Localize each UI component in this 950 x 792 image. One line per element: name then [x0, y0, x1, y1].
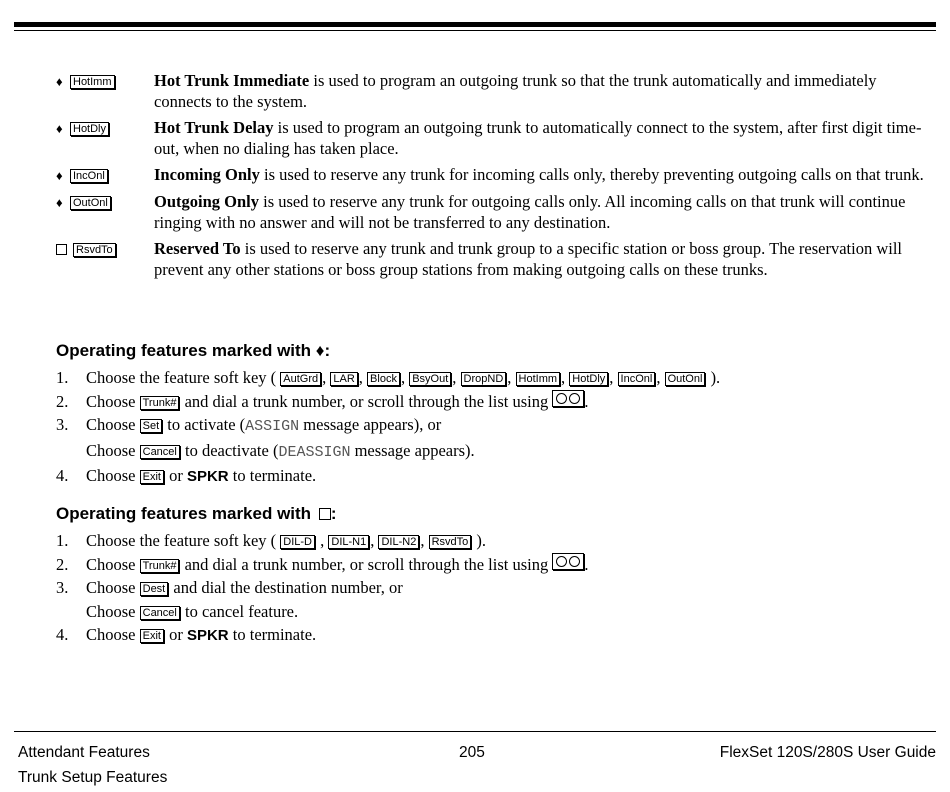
section-diamond-features	[56, 340, 936, 489]
step-text: Choose the feature soft key (	[86, 531, 277, 550]
definition-inconl	[56, 164, 928, 186]
diamond-bullet: ♦	[56, 74, 63, 89]
term: Hot Trunk Immediate	[154, 71, 310, 90]
softkey-cancel: Cancel	[140, 606, 180, 620]
step-text: and dial a trunk number, or scroll through the list using	[184, 554, 549, 574]
description: is used to reserve any trunk for incoming calls only, thereby preventing outgoing calls on that trunk.	[259, 165, 924, 184]
step-text: Choose the feature soft key (	[86, 368, 277, 387]
softkey-set: Set	[140, 419, 163, 433]
step-text: to activate (	[167, 415, 246, 434]
step-number: 1.	[56, 368, 69, 387]
lcd-message: ASSIGN	[245, 418, 300, 435]
step-text: and dial a trunk number, or scroll through the list using	[184, 391, 549, 411]
definition-hotdly	[56, 117, 928, 159]
step-text: Choose	[86, 601, 136, 621]
spkr-key-label: SPKR	[186, 627, 229, 644]
step-text: Choose	[86, 466, 136, 485]
softkey-dropnd: DropND	[461, 372, 507, 386]
step-text: or	[169, 625, 183, 644]
softkey-hotdly: HotDly	[569, 372, 608, 386]
section-heading: Operating features marked with ♦:	[56, 341, 331, 360]
softkey-hotimm: HotImm	[70, 75, 115, 89]
step-text: to cancel feature.	[185, 601, 299, 621]
scroll-keys-icon	[552, 390, 584, 407]
step-number: 1.	[56, 531, 69, 550]
step-3	[56, 413, 936, 464]
softkey-exit: Exit	[140, 629, 164, 643]
definition-hotimm	[56, 70, 928, 112]
spkr-key-label: SPKR	[186, 468, 229, 485]
softkey-autgrd: AutGrd	[280, 372, 321, 386]
step-number: 2.	[56, 391, 69, 411]
term: Outgoing Only	[154, 192, 259, 211]
step-4	[56, 623, 936, 648]
step-number: 4.	[56, 625, 69, 644]
diamond-bullet: ♦	[56, 121, 63, 136]
scroll-keys-icon	[552, 553, 584, 570]
step-text: ).	[476, 531, 487, 550]
step-text: message appears), or	[303, 415, 442, 434]
softkey-hotimm: HotImm	[516, 372, 561, 386]
softkey-trunk-number: Trunk#	[140, 396, 180, 410]
softkey-outonl: OutOnl	[70, 196, 111, 210]
softkey-inconl: IncOnl	[618, 372, 656, 386]
softkey-hotdly: HotDly	[70, 122, 109, 136]
softkey-cancel: Cancel	[140, 445, 180, 459]
footer-section: Trunk Setup Features	[18, 769, 168, 786]
step-number: 3.	[56, 415, 69, 434]
diamond-bullet: ♦	[56, 168, 63, 183]
step-2: 2. Choose Trunk# and dial a trunk number, or scroll through the list using .	[56, 390, 936, 414]
step-text: to deactivate (	[185, 440, 279, 460]
lcd-message: DEASSIGN	[278, 443, 351, 461]
page-number: 205	[459, 744, 485, 761]
step-2: 2. Choose Trunk# and dial a trunk number, or scroll through the list using .	[56, 553, 936, 577]
softkey-dest: Dest	[140, 582, 169, 596]
checkbox-square-icon	[56, 244, 67, 255]
term: Hot Trunk Delay	[154, 118, 274, 137]
term: Reserved To	[154, 239, 241, 258]
step-text: to terminate.	[232, 466, 317, 485]
step-number: 4.	[56, 466, 69, 485]
softkey-outonl: OutOnl	[665, 372, 706, 386]
step-text: ).	[710, 368, 721, 387]
step-text: Choose	[86, 415, 136, 434]
step-text: Choose	[86, 391, 136, 411]
softkey-dil-n1: DIL-N1	[328, 535, 369, 549]
description: is used to reserve any trunk and trunk group to a specific station or boss group. The reservation will prevent any other stations or boss group stations from making outgoing calls on these trunks.	[154, 239, 903, 279]
step-text: Choose	[86, 440, 136, 460]
step-text: or	[169, 466, 183, 485]
step-text: to terminate.	[232, 625, 317, 644]
definition-outonl	[56, 191, 928, 233]
footer-rule	[14, 731, 936, 732]
diamond-bullet: ♦	[56, 195, 63, 210]
step-number: 3.	[56, 578, 69, 597]
description: is used to program an outgoing trunk to automatically connect to the system, after first digit time-out, when no dialing has taken place.	[154, 118, 922, 158]
softkey-lar: LAR	[330, 372, 357, 386]
header-rule	[14, 22, 936, 31]
step-text: Choose	[86, 578, 136, 597]
definition-rsvdto	[56, 238, 928, 280]
description: is used to reserve any trunk for outgoing calls only. All incoming calls on that trunk will continue ringing with no answer and will not be transferred to any destination.	[154, 192, 906, 232]
softkey-block: Block	[367, 372, 400, 386]
step-1: 1. Choose the feature soft key ( DIL-D , DIL-N1 , DIL-N2 , RsvdTo ).	[56, 529, 936, 553]
footer-chapter: Attendant Features	[18, 744, 150, 761]
softkey-inconl: IncOnl	[70, 169, 108, 183]
footer-guide-title: FlexSet 120S/280S User Guide	[719, 744, 936, 761]
checkbox-square-icon	[319, 508, 331, 520]
step-4	[56, 464, 936, 489]
feature-definitions	[56, 70, 928, 285]
step-text: and dial the destination number, or	[173, 578, 403, 597]
softkey-bsyout: BsyOut	[409, 372, 451, 386]
step-3	[56, 576, 936, 623]
softkey-dil-n2: DIL-N2	[378, 535, 419, 549]
step-text: Choose	[86, 554, 136, 574]
step-number: 2.	[56, 554, 69, 574]
softkey-exit: Exit	[140, 470, 164, 484]
step-text: Choose	[86, 625, 136, 644]
softkey-rsvdto: RsvdTo	[429, 535, 472, 549]
softkey-trunk-number: Trunk#	[140, 559, 180, 573]
softkey-rsvdto: RsvdTo	[73, 243, 116, 257]
step-text: message appears).	[354, 440, 475, 460]
section-square-features	[56, 503, 936, 648]
section-heading: Operating features marked with :	[56, 504, 337, 523]
step-1: 1. Choose the feature soft key ( AutGrd , LAR , Block , BsyOut , DropND , HotImm , HotDly , IncOnl , OutOnl ).	[56, 366, 936, 390]
description: is used to program an outgoing trunk so that the trunk automatically and immediately connects to the system.	[154, 71, 877, 111]
softkey-dil-d: DIL-D	[280, 535, 315, 549]
term: Incoming Only	[154, 165, 260, 184]
